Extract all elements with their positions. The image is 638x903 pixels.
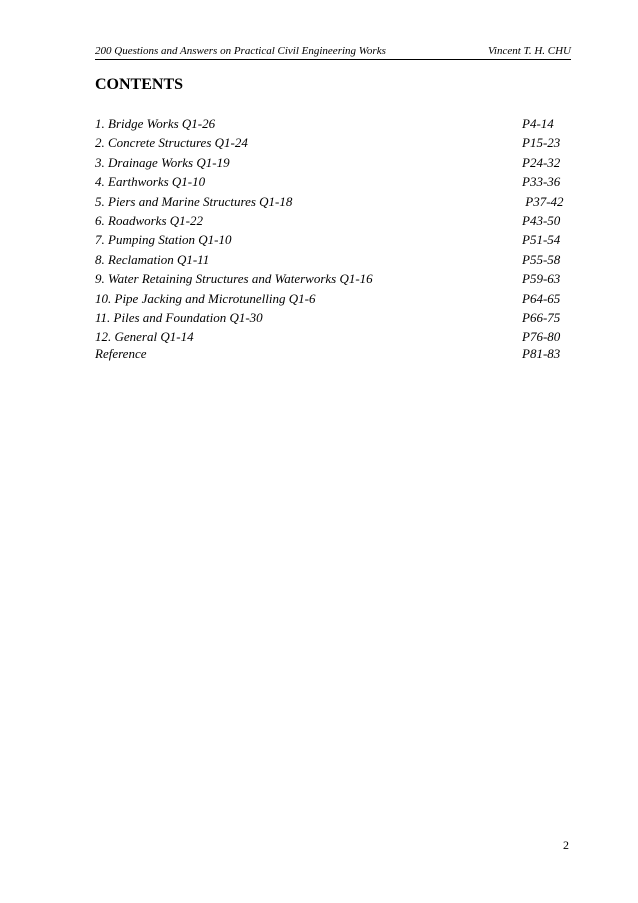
toc-entry [95,270,565,289]
toc-entry [95,309,565,328]
table-of-contents [95,115,565,361]
toc-entry-page: P37-42 [522,193,564,209]
toc-entry-page: P76-80 [522,329,561,345]
toc-entry-page: P15-23 [522,135,561,151]
toc-entry-label: 10. Pipe Jacking and Microtunelling Q1-6 [95,290,316,306]
toc-entry-label: 6. Roadworks Q1-22 [95,212,203,228]
toc-entry [95,231,565,250]
toc-entry [95,154,565,173]
toc-entry [95,115,565,134]
toc-entry-label: 3. Drainage Works Q1-19 [95,154,230,170]
toc-entry-label: Reference [95,345,147,361]
toc-entry-label: 8. Reclamation Q1-11 [95,251,210,267]
toc-entry-label: 1. Bridge Works Q1-26 [95,116,216,131]
toc-entry [95,251,565,270]
toc-entry-page: P59-63 [522,271,561,287]
page-number: 2 [563,838,569,852]
toc-entry-page: P51-54 [522,232,561,248]
toc-entry [95,290,565,309]
toc-entry-page: P33-36 [522,174,561,190]
toc-entry-label: 11. Piles and Foundation Q1-30 [95,309,263,325]
toc-entry-page: P55-58 [522,251,561,267]
toc-entry [95,134,565,153]
toc-entry-page: P64-65 [522,290,561,306]
header-book-title: 200 Questions and Answers on Practical Civil Engineering Works [95,45,386,57]
toc-entry-page: P24-32 [522,154,561,170]
toc-entry [95,193,565,212]
toc-entry-page: P43-50 [522,212,561,228]
toc-entry-label: 2. Concrete Structures Q1-24 [95,135,248,151]
toc-entry-label: 4. Earthworks Q1-10 [95,174,206,190]
contents-heading: CONTENTS [95,76,184,93]
toc-entry [95,212,565,231]
toc-entry-label: 7. Pumping Station Q1-10 [95,232,232,248]
toc-entry-label: 12. General Q1-14 [95,329,194,345]
toc-entry [95,173,565,192]
toc-entry-label: 5. Piers and Marine Structures Q1-18 [95,193,293,209]
running-header [95,45,571,60]
toc-entry-page: P66-75 [522,309,561,325]
toc-entry-page: P4-14 [522,116,554,131]
toc-entry-label: 9. Water Retaining Structures and Waterworks Q1-16 [95,271,373,287]
toc-entry-reference [95,345,565,361]
toc-entry-page: P81-83 [522,345,561,361]
header-author: Vincent T. H. CHU [488,45,571,57]
